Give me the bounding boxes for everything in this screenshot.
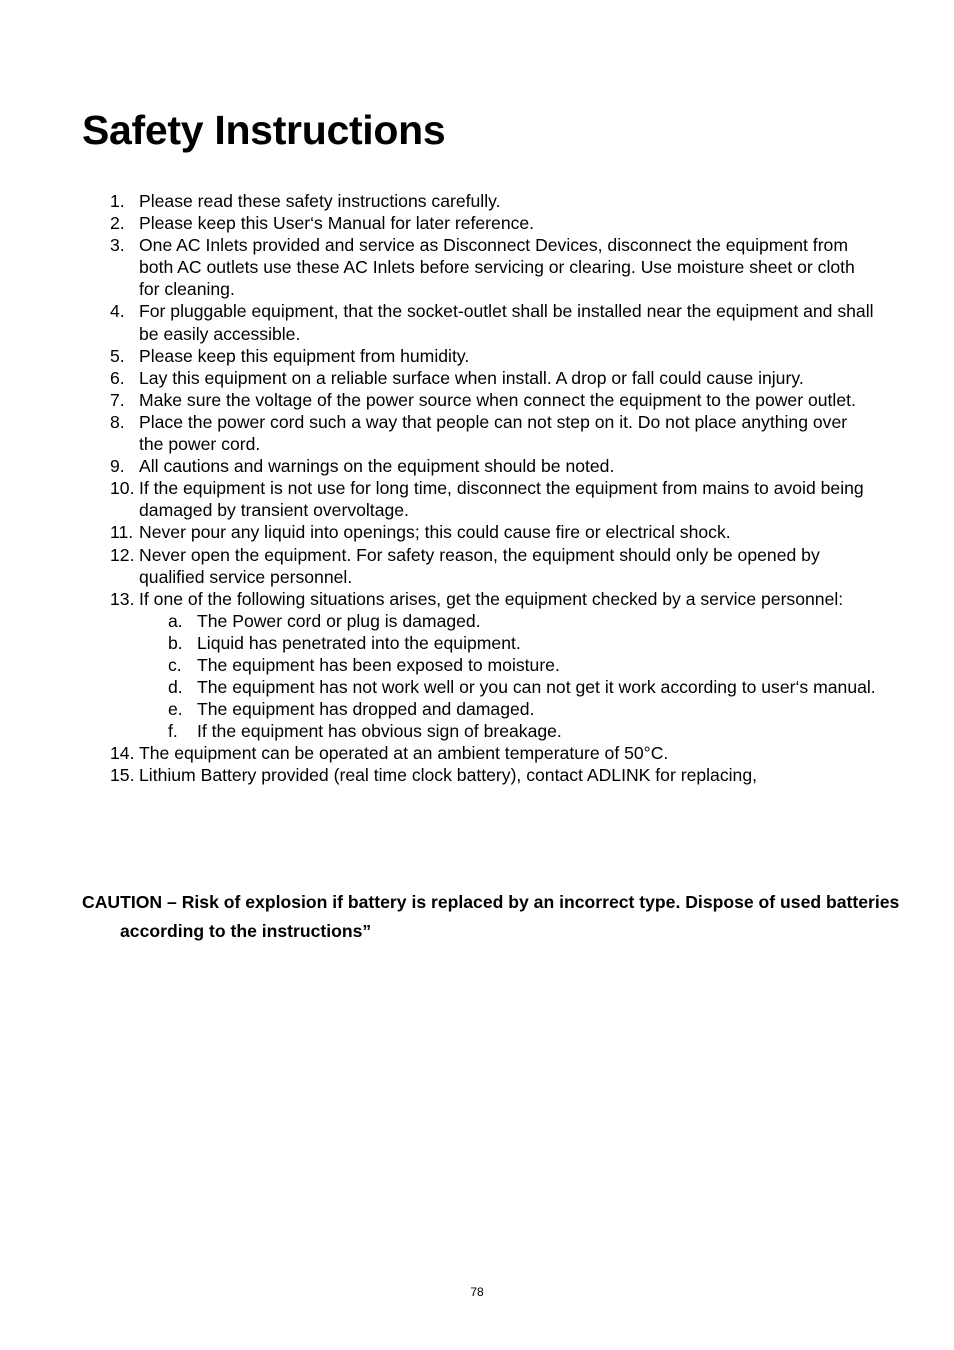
sub-item-letter: c. bbox=[168, 654, 182, 675]
sub-list-item bbox=[139, 654, 876, 676]
item-text: If the equipment is not use for long time, disconnect the equipment from mains to avoid being damaged by transient overvoltage. bbox=[139, 478, 864, 521]
item-text: Lithium Battery provided (real time clock battery), contact ADLINK for replacing, bbox=[139, 765, 757, 786]
item-number: 9. bbox=[110, 456, 125, 477]
item-number: 10. bbox=[110, 478, 135, 499]
sub-item-text: The equipment has been exposed to moisture. bbox=[197, 654, 560, 675]
sub-list-item bbox=[139, 698, 876, 720]
sub-item-text: The equipment has not work well or you can not get it work according to user‘s manual. bbox=[197, 677, 876, 698]
sub-item-letter: e. bbox=[168, 699, 183, 720]
sub-item-letter: d. bbox=[168, 677, 183, 698]
list-item bbox=[0, 455, 954, 477]
item-number: 12. bbox=[110, 544, 135, 565]
item-text: The equipment can be operated at an ambient temperature of 50°C. bbox=[139, 743, 669, 764]
list-item bbox=[0, 764, 954, 786]
list-item bbox=[0, 367, 954, 389]
sub-item-text: Liquid has penetrated into the equipment. bbox=[197, 632, 521, 653]
list-item bbox=[0, 544, 954, 588]
item-text: All cautions and warnings on the equipment should be noted. bbox=[139, 456, 615, 477]
item-number: 14. bbox=[110, 743, 135, 764]
sub-item-letter: f. bbox=[168, 721, 178, 742]
item-number: 7. bbox=[110, 389, 125, 410]
item-text: For pluggable equipment, that the socket-outlet shall be installed near the equipment and shall be easily accessible. bbox=[139, 301, 874, 344]
item-number: 8. bbox=[110, 411, 125, 432]
list-item bbox=[0, 521, 954, 543]
item-text: If one of the following situations arises, get the equipment checked by a service personnel: bbox=[139, 588, 844, 609]
item-number: 2. bbox=[110, 213, 125, 234]
sub-list bbox=[139, 610, 876, 743]
sub-list-item bbox=[139, 720, 876, 742]
item-text: Please keep this equipment from humidity. bbox=[139, 345, 470, 366]
item-number: 5. bbox=[110, 345, 125, 366]
list-item bbox=[0, 477, 954, 521]
sub-item-letter: a. bbox=[168, 610, 183, 631]
page-number: 78 bbox=[470, 1285, 484, 1299]
sub-item-text: The equipment has dropped and damaged. bbox=[197, 699, 535, 720]
list-item bbox=[0, 588, 954, 743]
sub-item-text: The Power cord or plug is damaged. bbox=[197, 610, 481, 631]
safety-instructions-list bbox=[0, 190, 954, 787]
item-number: 13. bbox=[110, 588, 135, 609]
item-text: One AC Inlets provided and service as Disconnect Devices, disconnect the equipment from both AC outlets use these AC Inlets before servicing or clearing. Use moisture sheet or cloth for cleaning. bbox=[139, 235, 855, 300]
item-number: 6. bbox=[110, 367, 125, 388]
list-item bbox=[0, 742, 954, 764]
caution-notice: CAUTION – Risk of explosion if battery is replaced by an incorrect type. Dispose of used batteries according to the instructions” bbox=[82, 892, 900, 941]
item-text: Please keep this User‘s Manual for later reference. bbox=[139, 213, 535, 234]
list-item bbox=[0, 212, 954, 234]
sub-list-item bbox=[139, 610, 876, 632]
list-item bbox=[0, 345, 954, 367]
item-text: Make sure the voltage of the power source when connect the equipment to the power outlet. bbox=[139, 389, 856, 410]
list-item bbox=[0, 411, 954, 455]
item-text: Lay this equipment on a reliable surface when install. A drop or fall could cause injury. bbox=[139, 367, 804, 388]
item-number: 4. bbox=[110, 301, 125, 322]
item-number: 3. bbox=[110, 235, 125, 256]
page-title: Safety Instructions bbox=[82, 107, 446, 153]
item-text: Never pour any liquid into openings; this could cause fire or electrical shock. bbox=[139, 522, 731, 543]
item-text: Place the power cord such a way that people can not step on it. Do not place anything over the power cord. bbox=[139, 411, 848, 455]
sub-list-item bbox=[139, 632, 876, 654]
list-item bbox=[0, 190, 954, 212]
list-item bbox=[0, 234, 954, 300]
sub-item-letter: b. bbox=[168, 632, 183, 653]
item-number: 15. bbox=[110, 765, 135, 786]
item-number: 1. bbox=[110, 191, 125, 211]
item-number: 11. bbox=[110, 522, 134, 543]
item-text: Never open the equipment. For safety reason, the equipment should only be opened by qualified service personnel. bbox=[139, 544, 820, 587]
item-text: Please read these safety instructions carefully. bbox=[139, 191, 501, 211]
sub-item-text: If the equipment has obvious sign of breakage. bbox=[197, 721, 562, 742]
sub-list-item bbox=[139, 676, 876, 698]
list-item bbox=[0, 389, 954, 411]
list-item bbox=[0, 300, 954, 344]
